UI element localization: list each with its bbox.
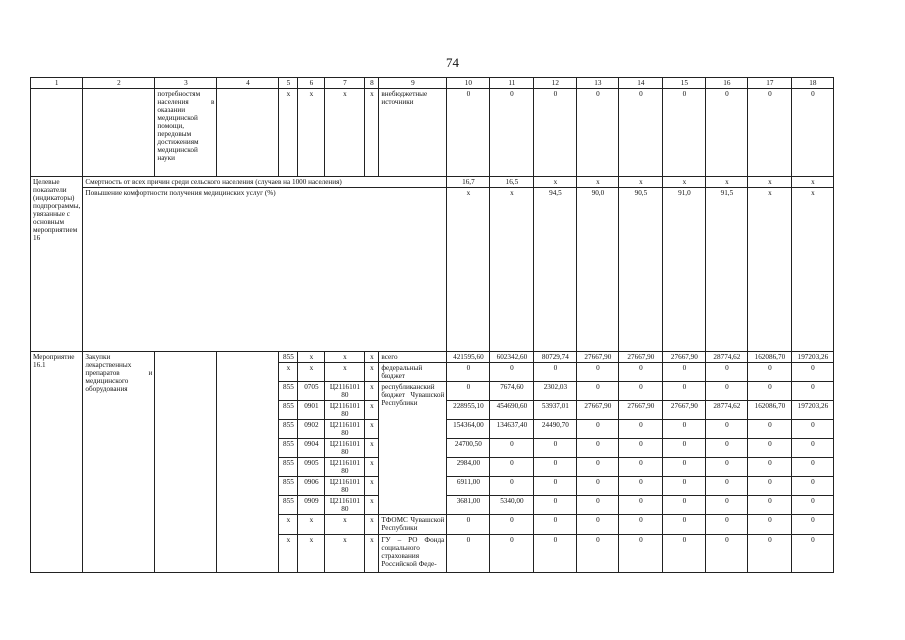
value-cell: 134637,40 xyxy=(490,420,534,439)
cell: 0906 xyxy=(298,477,325,496)
funding-source: ГУ – РО Фонда социального страхования Российской Феде- xyxy=(379,535,447,573)
cell: Ц2116101 80 xyxy=(325,401,365,420)
value-cell: 602342,60 xyxy=(490,352,534,363)
value-cell: 162086,70 xyxy=(748,352,792,363)
col-header: 8 xyxy=(365,78,379,89)
value-cell: 0 xyxy=(534,515,577,535)
value-cell: 91,5 xyxy=(706,188,748,352)
cell: x xyxy=(365,382,379,401)
value-cell: 0 xyxy=(490,439,534,458)
value-cell: 0 xyxy=(447,382,490,401)
value-cell: 0 xyxy=(490,89,534,177)
value-cell: 90,5 xyxy=(619,188,663,352)
value-cell: 0 xyxy=(577,363,619,382)
value-cell: 0 xyxy=(706,477,748,496)
value-cell: 0 xyxy=(534,535,577,573)
value-cell: 0 xyxy=(534,89,577,177)
cell: 855 xyxy=(279,382,298,401)
cell: x xyxy=(325,535,365,573)
value-cell: 0 xyxy=(706,515,748,535)
value-cell: 0 xyxy=(577,515,619,535)
cell: 0909 xyxy=(298,496,325,515)
value-cell: x xyxy=(577,177,619,188)
value-cell: 0 xyxy=(619,515,663,535)
value-cell: 0 xyxy=(577,382,619,401)
value-cell: 0 xyxy=(706,535,748,573)
value-cell: 0 xyxy=(619,535,663,573)
cell: x xyxy=(365,420,379,439)
value-cell: 454690,60 xyxy=(490,401,534,420)
value-cell: 0 xyxy=(748,363,792,382)
cell: Ц2116101 80 xyxy=(325,458,365,477)
value-cell: 0 xyxy=(663,420,706,439)
col-header: 3 xyxy=(155,78,217,89)
value-cell: 27667,90 xyxy=(663,352,706,363)
value-cell: 0 xyxy=(490,458,534,477)
value-cell: 0 xyxy=(490,515,534,535)
value-cell: 53937,01 xyxy=(534,401,577,420)
cell: Ц2116101 80 xyxy=(325,477,365,496)
value-cell: 0 xyxy=(619,458,663,477)
value-cell: 0 xyxy=(447,89,490,177)
value-cell: 0 xyxy=(447,363,490,382)
cell: x xyxy=(365,515,379,535)
value-cell: 0 xyxy=(706,496,748,515)
value-cell: 0 xyxy=(792,496,834,515)
funding-source: всего xyxy=(379,352,447,363)
col-header: 2 xyxy=(83,78,155,89)
cell: Ц2116101 80 xyxy=(325,439,365,458)
cell: x xyxy=(365,401,379,420)
value-cell: 94,5 xyxy=(534,188,577,352)
cell: 855 xyxy=(279,420,298,439)
value-cell: x xyxy=(706,177,748,188)
table-row xyxy=(31,188,834,352)
cell: x xyxy=(298,535,325,573)
value-cell: 28774,62 xyxy=(706,352,748,363)
value-cell: 0 xyxy=(663,496,706,515)
col-header: 13 xyxy=(577,78,619,89)
value-cell: 0 xyxy=(792,477,834,496)
value-cell: 0 xyxy=(792,515,834,535)
measure-label: Мероприятие 16.1 xyxy=(31,352,83,573)
cell: 855 xyxy=(279,352,298,363)
value-cell: 27667,90 xyxy=(577,352,619,363)
cell: 0905 xyxy=(298,458,325,477)
value-cell: 0 xyxy=(748,477,792,496)
value-cell: 0 xyxy=(792,382,834,401)
indicator-text: Повышение комфортности получения медицинских услуг (%) xyxy=(83,188,447,352)
value-cell: 0 xyxy=(663,382,706,401)
value-cell: x xyxy=(534,177,577,188)
value-cell: 0 xyxy=(706,89,748,177)
cell: x xyxy=(365,496,379,515)
value-cell: 0 xyxy=(577,535,619,573)
funding-source: внебюджетные источники xyxy=(379,89,447,177)
table-row xyxy=(31,177,834,188)
value-cell: 0 xyxy=(619,420,663,439)
value-cell: 0 xyxy=(619,363,663,382)
value-cell: 0 xyxy=(706,420,748,439)
value-cell: 0 xyxy=(706,458,748,477)
value-cell: 0 xyxy=(447,515,490,535)
cell: x xyxy=(365,439,379,458)
cell: 0902 xyxy=(298,420,325,439)
value-cell: 80729,74 xyxy=(534,352,577,363)
value-cell: 0 xyxy=(577,420,619,439)
cell-empty xyxy=(217,89,279,177)
cell: x xyxy=(365,352,379,363)
value-cell: 0 xyxy=(619,439,663,458)
value-cell: 0 xyxy=(534,477,577,496)
col-header: 17 xyxy=(748,78,792,89)
value-cell: 0 xyxy=(663,477,706,496)
value-cell: 0 xyxy=(792,363,834,382)
cell: x xyxy=(325,352,365,363)
value-cell: 197203,26 xyxy=(792,401,834,420)
table-row xyxy=(31,352,834,363)
value-cell: 3681,00 xyxy=(447,496,490,515)
value-cell: 0 xyxy=(577,458,619,477)
value-cell: 0 xyxy=(663,439,706,458)
cell: x xyxy=(279,535,298,573)
value-cell: 0 xyxy=(748,382,792,401)
value-cell: 27667,90 xyxy=(663,401,706,420)
cell: x xyxy=(279,515,298,535)
value-cell: x xyxy=(663,177,706,188)
value-cell: 0 xyxy=(706,439,748,458)
cell: x xyxy=(298,515,325,535)
value-cell: 0 xyxy=(534,363,577,382)
cell: x xyxy=(279,89,298,177)
cell: x xyxy=(325,89,365,177)
value-cell: 0 xyxy=(706,382,748,401)
value-cell: 0 xyxy=(534,439,577,458)
value-cell: 197203,26 xyxy=(792,352,834,363)
value-cell: x xyxy=(748,177,792,188)
value-cell: x xyxy=(792,188,834,352)
value-cell: 0 xyxy=(663,458,706,477)
cell: 855 xyxy=(279,439,298,458)
value-cell: 421595,60 xyxy=(447,352,490,363)
value-cell: 0 xyxy=(792,439,834,458)
value-cell: 5340,00 xyxy=(490,496,534,515)
value-cell: 0 xyxy=(619,89,663,177)
program-table xyxy=(30,77,834,573)
value-cell: x xyxy=(619,177,663,188)
value-cell: 0 xyxy=(792,89,834,177)
cell: x xyxy=(325,363,365,382)
cell: x xyxy=(325,515,365,535)
cell: x xyxy=(298,352,325,363)
value-cell: 27667,90 xyxy=(619,352,663,363)
col-header: 6 xyxy=(298,78,325,89)
cell: x xyxy=(365,458,379,477)
value-cell: 0 xyxy=(577,477,619,496)
value-cell: 0 xyxy=(534,496,577,515)
value-cell: 0 xyxy=(534,458,577,477)
col-header: 4 xyxy=(217,78,279,89)
col-header: 1 xyxy=(31,78,83,89)
cell: Ц2116101 80 xyxy=(325,420,365,439)
value-cell: 0 xyxy=(663,535,706,573)
value-cell: 7674,60 xyxy=(490,382,534,401)
value-cell: 0 xyxy=(748,89,792,177)
value-cell: 0 xyxy=(792,420,834,439)
value-cell: x xyxy=(490,188,534,352)
cell: x xyxy=(365,363,379,382)
value-cell: 16,5 xyxy=(490,177,534,188)
value-cell: 91,0 xyxy=(663,188,706,352)
col-header: 15 xyxy=(663,78,706,89)
cell: 855 xyxy=(279,401,298,420)
value-cell: x xyxy=(748,188,792,352)
cell: 0904 xyxy=(298,439,325,458)
value-cell: 27667,90 xyxy=(577,401,619,420)
col-header: 16 xyxy=(706,78,748,89)
page-number: 74 xyxy=(446,55,459,70)
value-cell: 27667,90 xyxy=(619,401,663,420)
value-cell: 0 xyxy=(577,89,619,177)
indicator-text: Смертность от всех причин среди сельского населения (случаев на 1000 населения) xyxy=(83,177,447,188)
value-cell: 0 xyxy=(663,89,706,177)
value-cell: 0 xyxy=(748,420,792,439)
value-cell: 6911,00 xyxy=(447,477,490,496)
value-cell: 0 xyxy=(748,496,792,515)
column-number-row xyxy=(31,78,834,89)
col-header: 12 xyxy=(534,78,577,89)
value-cell: 28774,62 xyxy=(706,401,748,420)
cell: x xyxy=(365,89,379,177)
value-cell: 0 xyxy=(619,382,663,401)
value-cell: 0 xyxy=(792,535,834,573)
funding-source: федеральный бюджет xyxy=(379,363,447,382)
cell: x xyxy=(365,535,379,573)
cell-empty xyxy=(155,352,217,573)
value-cell: 0 xyxy=(663,363,706,382)
value-cell: 0 xyxy=(577,496,619,515)
col-header: 18 xyxy=(792,78,834,89)
value-cell: 0 xyxy=(748,439,792,458)
value-cell: 2984,00 xyxy=(447,458,490,477)
value-cell: 24490,70 xyxy=(534,420,577,439)
cell: 855 xyxy=(279,477,298,496)
value-cell: 2302,03 xyxy=(534,382,577,401)
value-cell: x xyxy=(447,188,490,352)
value-cell: 0 xyxy=(748,515,792,535)
col-header: 9 xyxy=(379,78,447,89)
value-cell: 0 xyxy=(490,535,534,573)
col-header: 10 xyxy=(447,78,490,89)
cell: Ц2116101 80 xyxy=(325,382,365,401)
cell: 0705 xyxy=(298,382,325,401)
cell: x xyxy=(298,89,325,177)
value-cell: 0 xyxy=(490,477,534,496)
cell: Ц2116101 80 xyxy=(325,496,365,515)
measure-goal-text: потребностям населения в оказании медицинской помощи, передовым достижениям медицинской науки xyxy=(155,89,217,177)
value-cell: 24700,50 xyxy=(447,439,490,458)
value-cell: 0 xyxy=(447,535,490,573)
value-cell: 228955,10 xyxy=(447,401,490,420)
cell: 855 xyxy=(279,458,298,477)
value-cell: 90,0 xyxy=(577,188,619,352)
measure-name: Закупки лекарственных препаратов и медицинского оборудования xyxy=(83,352,155,573)
value-cell: 0 xyxy=(792,458,834,477)
value-cell: 16,7 xyxy=(447,177,490,188)
cell-empty xyxy=(31,89,83,177)
value-cell: x xyxy=(792,177,834,188)
col-header: 11 xyxy=(490,78,534,89)
funding-source: республиканский бюджет Чувашской Республики xyxy=(379,382,447,515)
cell: x xyxy=(298,363,325,382)
value-cell: 0 xyxy=(706,363,748,382)
cell-empty xyxy=(83,89,155,177)
value-cell: 0 xyxy=(748,458,792,477)
cell: x xyxy=(365,477,379,496)
col-header: 7 xyxy=(325,78,365,89)
funding-source: ТФОМС Чувашской Республики xyxy=(379,515,447,535)
value-cell: 0 xyxy=(748,535,792,573)
value-cell: 0 xyxy=(490,363,534,382)
value-cell: 0 xyxy=(663,515,706,535)
value-cell: 0 xyxy=(619,496,663,515)
col-header: 5 xyxy=(279,78,298,89)
value-cell: 0 xyxy=(619,477,663,496)
cell-empty xyxy=(217,352,279,573)
cell: x xyxy=(279,363,298,382)
table-row xyxy=(31,89,834,177)
value-cell: 162086,70 xyxy=(748,401,792,420)
cell: 855 xyxy=(279,496,298,515)
value-cell: 154364,00 xyxy=(447,420,490,439)
cell: 0901 xyxy=(298,401,325,420)
target-indicators-label: Целевые показатели (индикаторы) подпрограммы, увязанные с основным мероприятием 16 xyxy=(31,177,83,352)
value-cell: 0 xyxy=(577,439,619,458)
col-header: 14 xyxy=(619,78,663,89)
